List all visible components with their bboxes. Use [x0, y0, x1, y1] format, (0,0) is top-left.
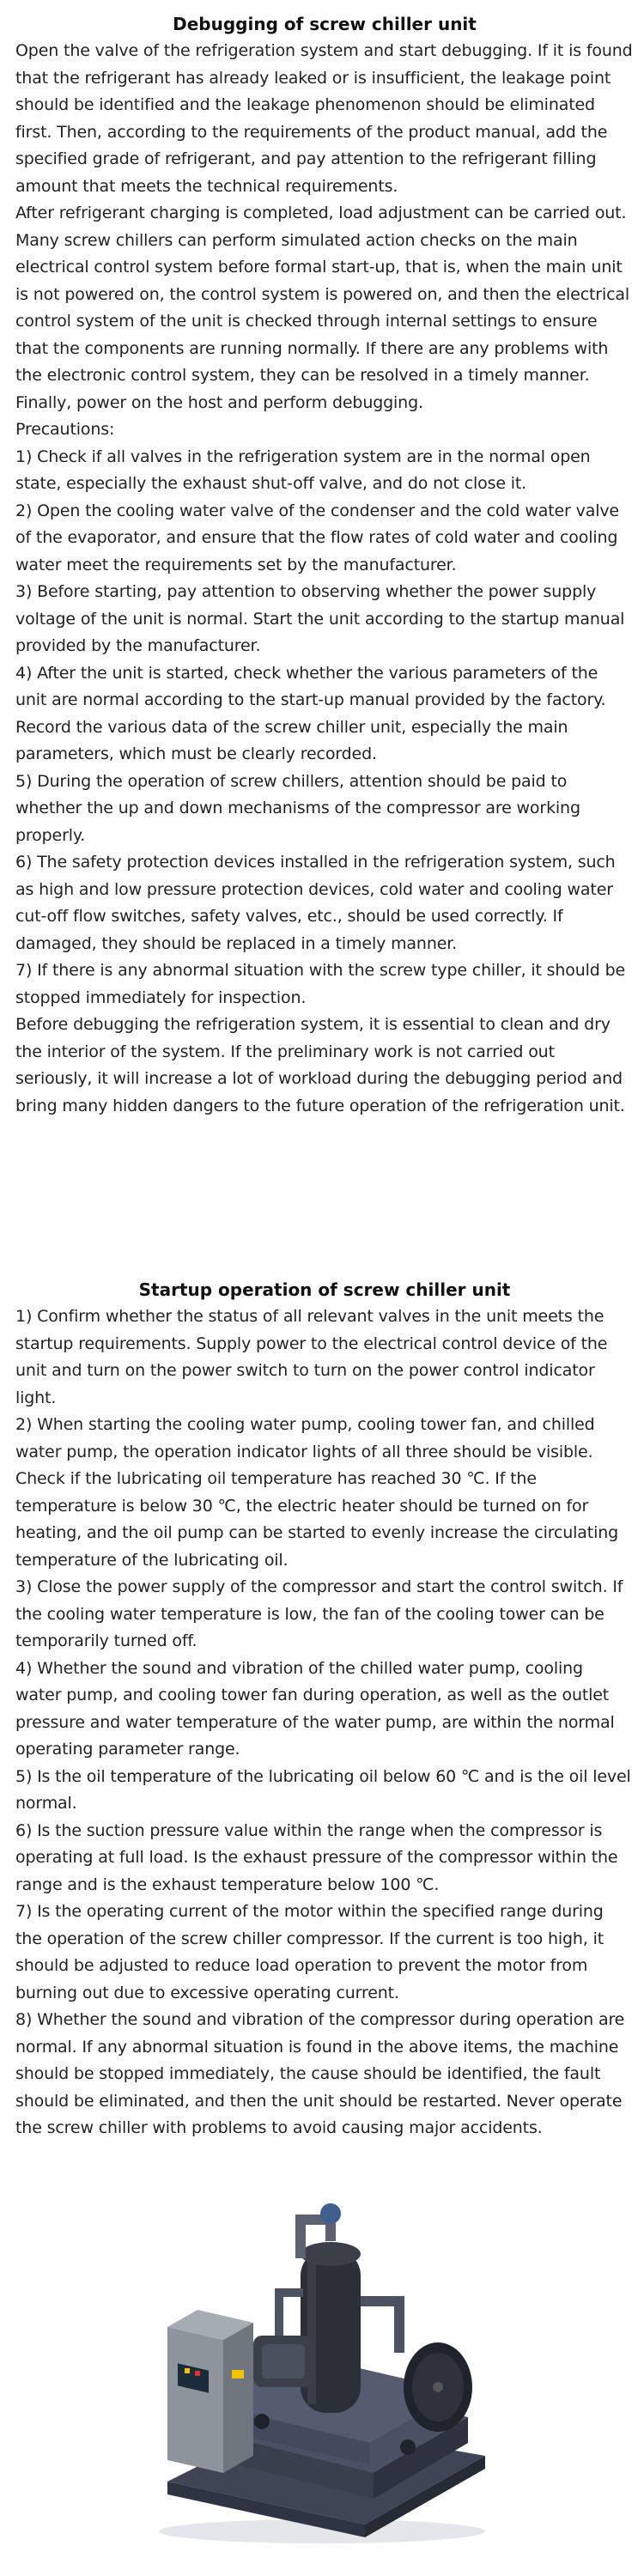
paragraph: 5) During the operation of screw chillers, attention should be paid to whether the up and down mechanisms of the compressor are working properly.	[15, 771, 580, 845]
paragraph: 6) The safety protection devices installed in the refrigeration system, such as high and low pressure protection devices, cold water and cooling water cut-off flow switches, safety valves, etc., should be used correctly. If damaged, they should be replaced in a timely manner.	[15, 853, 616, 953]
paragraph: Before debugging the refrigeration system, it is essential to clean and dry the interior of the system. If the preliminary work is not carried out seriously, it will increase a lot of workload during the debugging period and bring many hidden dangers to the future operation of the refrigeration unit.	[15, 1015, 625, 1115]
paragraph: 5) Is the oil temperature of the lubricating oil below 60 ℃ and is the oil level normal.	[15, 1766, 631, 1813]
section-debugging	[15, 12, 634, 1120]
paragraph: 8) Whether the sound and vibration of the compressor during operation are normal. If any abnormal situation is found in the above items, the machine should be stopped immediately, the cause should be identified, the fault should be eliminated, and then the unit should be restarted. Never operate the screw chiller with problems to avoid causing major accidents.	[15, 2010, 625, 2137]
paragraph: Precautions:	[15, 420, 115, 439]
paragraph: 3) Before starting, pay attention to observing whether the power supply voltage of the unit is normal. Start the unit according to the startup manual provided by the manufacturer.	[15, 582, 625, 655]
paragraph: 1) Confirm whether the status of all relevant valves in the unit meets the startup requirements. Supply power to the electrical control device of the unit and turn on the power switch to turn on the power control indicator light.	[15, 1307, 608, 1407]
paragraph: 6) Is the suction pressure value within the range when the compressor is operating at full load. Is the exhaust pressure of the compressor within the range and is the exhaust temperature below 100 ℃.	[15, 1820, 618, 1894]
paragraph: 2) Open the cooling water valve of the condenser and the cold water valve of the evaporator, and ensure that the flow rates of cold water and cooling water meet the requirements set by the manufacturer.	[15, 501, 619, 574]
paragraph: 4) Whether the sound and vibration of the chilled water pump, cooling water pump, and cooling tower fan during operation, as well as the outlet pressure and water temperature of the water pump, are within the normal operating parameter range.	[15, 1658, 615, 1759]
paragraph: 1) Check if all valves in the refrigeration system are in the normal open state, especially the exhaust shut-off valve, and do not close it.	[15, 447, 591, 493]
section-title: Debugging of screw chiller unit	[173, 14, 477, 34]
paragraph: 7) If there is any abnormal situation with the screw type chiller, it should be stopped immediately for inspection.	[15, 961, 626, 1007]
screw-chiller-machine-icon	[150, 2172, 494, 2550]
paragraph: 4) After the unit is started, check whether the various parameters of the unit are normal according to the start-up manual provided by the factory. Record the various data of the screw chiller unit, especially the main parameters, which must be clearly recorded.	[15, 663, 606, 763]
screw-chiller-image	[150, 2172, 494, 2550]
paragraph: Open the valve of the refrigeration system and start debugging. If it is found that the refrigerant has already leaked or is insufficient, the leakage point should be identified and the leakage phenomenon should be eliminated first. Then, according to the requirements of the product manual, add the specified grade of refrigerant, and pay attention to the refrigerant filling amount that meets the technical requirements.	[15, 41, 633, 196]
paragraph: 2) When starting the cooling water pump, cooling tower fan, and chilled water pump, the operation indicator lights of all three should be visible. Check if the lubricating oil temperature has reached 30 ℃. If the temperature is below 30 ℃, the electric heater should be turned on for heating, and the oil pump can be started to evenly increase the circulating temperature of the lubricating oil.	[15, 1415, 619, 1570]
paragraph: 7) Is the operating current of the motor within the specified range during the operation of the screw chiller compressor. If the current is too high, it should be adjusted to reduce load operation to prevent the motor from burning out due to excessive operating current.	[15, 1902, 604, 2002]
section-title: Startup operation of screw chiller unit	[138, 1279, 511, 1300]
section-startup	[15, 1278, 634, 2142]
paragraph: After refrigerant charging is completed, load adjustment can be carried out. Many screw chillers can perform simulated action checks on the main electrical control system before formal start-up, that is, when the main unit is not powered on, the control system is powered on, and then the electrical control system of the unit is checked through internal settings to ensure that the components are running normally. If there are any problems with the electronic control system, they can be resolved in a timely manner. Finally, power on the host and perform debugging.	[15, 204, 630, 412]
paragraph: 3) Close the power supply of the compressor and start the control switch. If the cooling water temperature is low, the fan of the cooling tower can be temporarily turned off.	[15, 1577, 623, 1650]
